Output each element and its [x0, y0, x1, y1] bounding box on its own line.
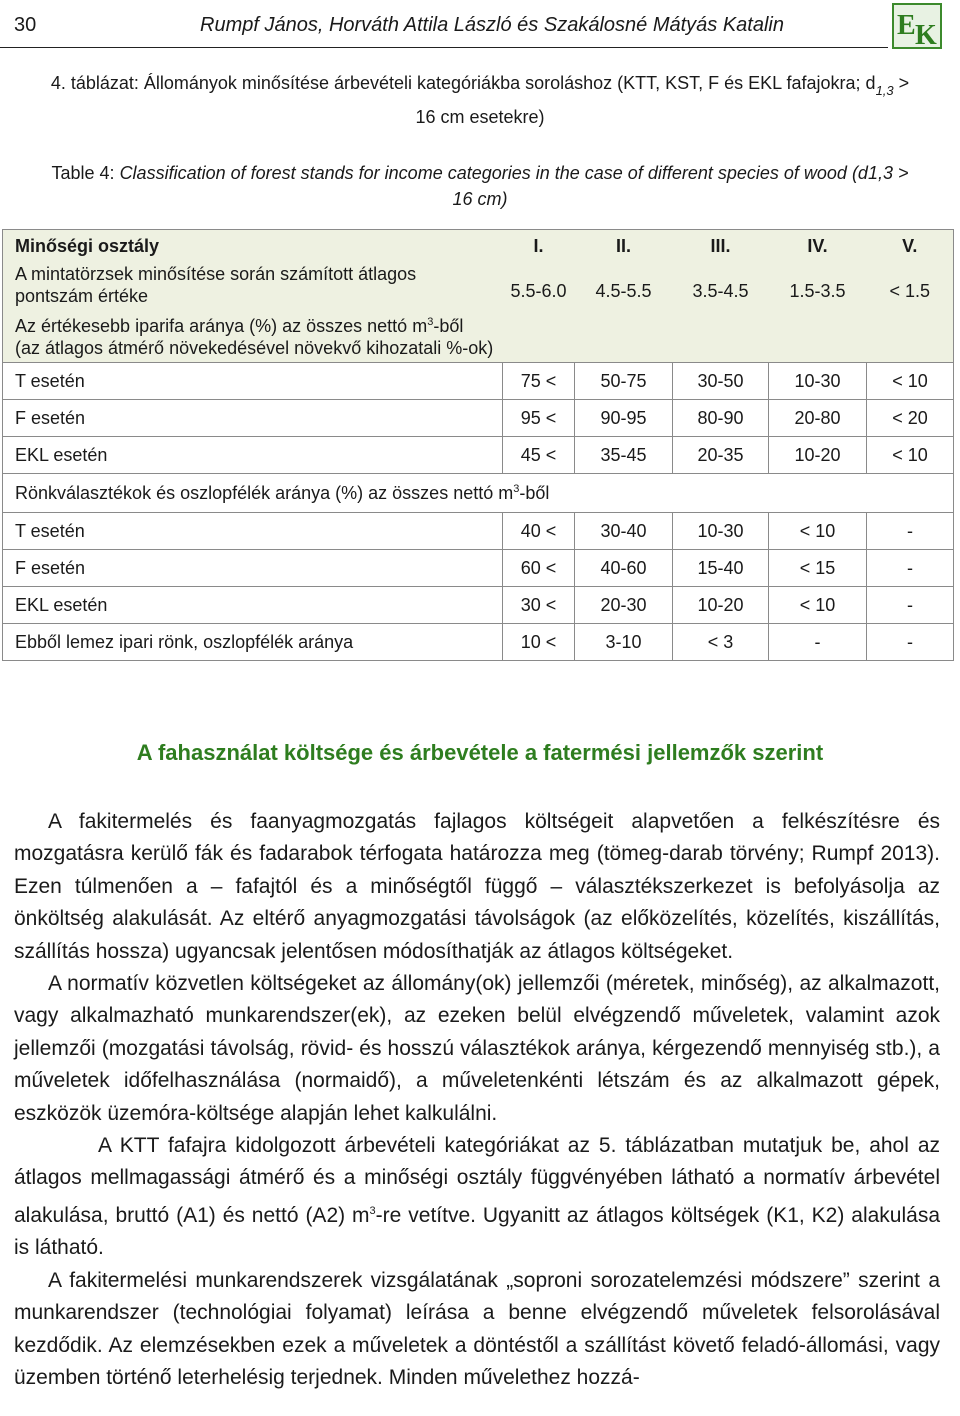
- table-caption-en: [0, 160, 960, 212]
- industrial-label-sup: 3: [427, 316, 434, 328]
- caption-en-line1: Classification of forest stands for income categories in the case of different species of wood (d1,3 >: [119, 163, 909, 183]
- cell: 3-10: [575, 624, 673, 661]
- score-value-3: 3.5-4.5: [673, 262, 769, 308]
- paragraph-3: [14, 1130, 940, 1265]
- page-header: [0, 0, 960, 60]
- industrial-section-label: [3, 308, 503, 363]
- cell: < 20: [867, 400, 954, 437]
- score-value-5: < 1.5: [867, 262, 954, 308]
- table-caption-hu: [0, 70, 960, 130]
- score-label-line1: A mintatörzsek minősítése során számított átlagos: [15, 264, 417, 284]
- industrial-label-1b: -ből: [433, 316, 464, 336]
- table-row: [3, 437, 954, 474]
- score-label: [3, 262, 503, 308]
- row-label: Ebből lemez ipari rönk, oszlopfélék aránya: [3, 624, 503, 661]
- paragraph-2: A normatív közvetlen költségeket az állomány(ok) jellemzői (méretek, minőség), az alkalmazott, vagy alkalmazható munkarendszer(ek), az ezeken belül elvégzendő műveletek, valamint azok jellemzői (mozgatási távolság, rövid- és hosszú választékok aránya, kérgezendő mennyiség stb.), a műveletek időfelhasználása (normaidő), a műveletenkénti létszám és az alkalmazott gépek, eszközök üzemóra-költsége alapján lehet kalkulálni.: [14, 972, 940, 1125]
- cell: 10 <: [503, 624, 575, 661]
- body-text: [14, 806, 940, 1394]
- row-label: F esetén: [3, 400, 503, 437]
- cell: 40-60: [575, 550, 673, 587]
- paragraph-3b: -re vetítve. Ugyanitt az átlagos költségek (K1, K2) alakulása is látható.: [14, 1203, 941, 1260]
- cell: 30-40: [575, 513, 673, 550]
- cell: -: [867, 587, 954, 624]
- cell: < 10: [867, 363, 954, 400]
- paragraph-1: A fakitermelés és faanyagmozgatás fajlagos költségeit alapvetően a felkészítésre és mozgatásra kerülő fák és fadarabok térfogata határozza meg (tömeg-darab törvény; Rumpf 2013). Ezen túlmenően a – fafajtól és a minőségtől függő – választékszerkezet is befolyásolja az önköltség alakulását. Az eltérő anyagmozgatási távolságok (az előközelítés, közelítés, kiszállítás, szállítás hossza) ugyancsak jelentősen módosíthatják az átlagos költségeket.: [14, 810, 940, 963]
- caption-en-line2: 16 cm): [452, 189, 508, 209]
- cell: 35-45: [575, 437, 673, 474]
- table-row: [3, 550, 954, 587]
- section-title: A fahasználat költsége és árbevétele a fatermési jellemzők szerint: [136, 740, 824, 765]
- cell: 30-50: [673, 363, 769, 400]
- table-header-row: [3, 230, 954, 263]
- log-section-label: [3, 474, 954, 513]
- cell: 10-20: [769, 437, 867, 474]
- score-value-2: 4.5-5.5: [575, 262, 673, 308]
- cell: 45 <: [503, 437, 575, 474]
- cell: 90-95: [575, 400, 673, 437]
- log-label-b: -ből: [519, 482, 550, 503]
- table-row: [3, 363, 954, 400]
- cell: 75 <: [503, 363, 575, 400]
- cell: -: [867, 624, 954, 661]
- header-class-2: II.: [575, 230, 673, 263]
- paragraph-3-sup: 3: [369, 1204, 376, 1217]
- cell: 10-20: [673, 587, 769, 624]
- paragraph-3a: A KTT fafajra kidolgozott árbevételi kategóriákat az 5. táblázatban mutatjuk be, ahol az átlagos mellmagassági átmérő és a minőségi osztály függvényében látható a normatív árbevétel alakulása, bruttó (A1) és nettó (A2) m: [14, 1134, 940, 1227]
- cell: < 3: [673, 624, 769, 661]
- cell: 10-30: [769, 363, 867, 400]
- cell: 80-90: [673, 400, 769, 437]
- svg-text:K: K: [915, 20, 937, 50]
- cell: 95 <: [503, 400, 575, 437]
- cell: -: [867, 550, 954, 587]
- caption-hu-line1: 4. táblázat: Állományok minősítése árbevételi kategóriákba soroláshoz (KTT, KST, F és EKL fafajokra; d: [50, 73, 876, 93]
- cell: < 10: [769, 587, 867, 624]
- classification-table: [2, 229, 954, 661]
- row-label: F esetén: [3, 550, 503, 587]
- log-section-row: [3, 474, 954, 513]
- score-row: [3, 262, 954, 308]
- cell: 50-75: [575, 363, 673, 400]
- paragraph-4: A fakitermelési munkarendszerek vizsgálatának „soproni sorozatelemzési módszere” szerint a munkarendszer (technológiai folyamat) leírása a benne elvégzendő műveletek felsorolásával kezdődik. Az elemzésekben ezek a műveletek a döntéstől a szállítást követő feladó-állomási, vagy üzemben történő leterhelésig terjednek. Minden művelethez hozzá-: [14, 1268, 940, 1389]
- table-row: [3, 400, 954, 437]
- cell: 40 <: [503, 513, 575, 550]
- header-class-1: I.: [503, 230, 575, 263]
- header-quality-class-label: Minőségi osztály: [3, 230, 503, 263]
- row-label: EKL esetén: [3, 587, 503, 624]
- table-row: [3, 513, 954, 550]
- running-head-authors: Rumpf János, Horváth Attila László és Szakálosné Mátyás Katalin: [200, 14, 784, 36]
- cell: 10-30: [673, 513, 769, 550]
- cell: < 10: [867, 437, 954, 474]
- cell: 20-80: [769, 400, 867, 437]
- cell: < 15: [769, 550, 867, 587]
- cell: -: [769, 624, 867, 661]
- cell: -: [867, 513, 954, 550]
- cell: 15-40: [673, 550, 769, 587]
- journal-logo-icon: [891, 2, 943, 50]
- score-label-line2: pontszám értéke: [15, 286, 149, 306]
- header-class-4: IV.: [769, 230, 867, 263]
- cell: < 10: [769, 513, 867, 550]
- header-class-5: V.: [867, 230, 954, 263]
- row-label: EKL esetén: [3, 437, 503, 474]
- row-label: T esetén: [3, 363, 503, 400]
- log-label-sup: 3: [513, 482, 520, 495]
- table-row: [3, 587, 954, 624]
- caption-en-lead: Table 4:: [51, 163, 120, 183]
- cell: 30 <: [503, 587, 575, 624]
- score-value-1: 5.5-6.0: [503, 262, 575, 308]
- score-value-4: 1.5-3.5: [769, 262, 867, 308]
- cell: 20-35: [673, 437, 769, 474]
- header-rule: [0, 47, 888, 48]
- caption-hu-line2: 16 cm esetekre): [415, 107, 545, 127]
- page-number: 30: [14, 14, 37, 36]
- industrial-label-1a: Az értékesebb iparifa aránya (%) az összes nettó m: [15, 316, 428, 336]
- caption-hu-line1-end: >: [893, 73, 910, 93]
- svg-text:E: E: [897, 10, 916, 41]
- log-label-a: Rönkválasztékok és oszlopfélék aránya (%) az összes nettó m: [15, 482, 514, 503]
- cell: 20-30: [575, 587, 673, 624]
- industrial-section-row: [3, 308, 954, 363]
- header-class-3: III.: [673, 230, 769, 263]
- table-row: [3, 624, 954, 661]
- industrial-label-2: (az átlagos átmérő növekedésével növekvő kihozatali %-ok): [15, 338, 494, 358]
- row-label: T esetén: [3, 513, 503, 550]
- cell: 60 <: [503, 550, 575, 587]
- caption-hu-subscript: 1,3: [875, 83, 894, 98]
